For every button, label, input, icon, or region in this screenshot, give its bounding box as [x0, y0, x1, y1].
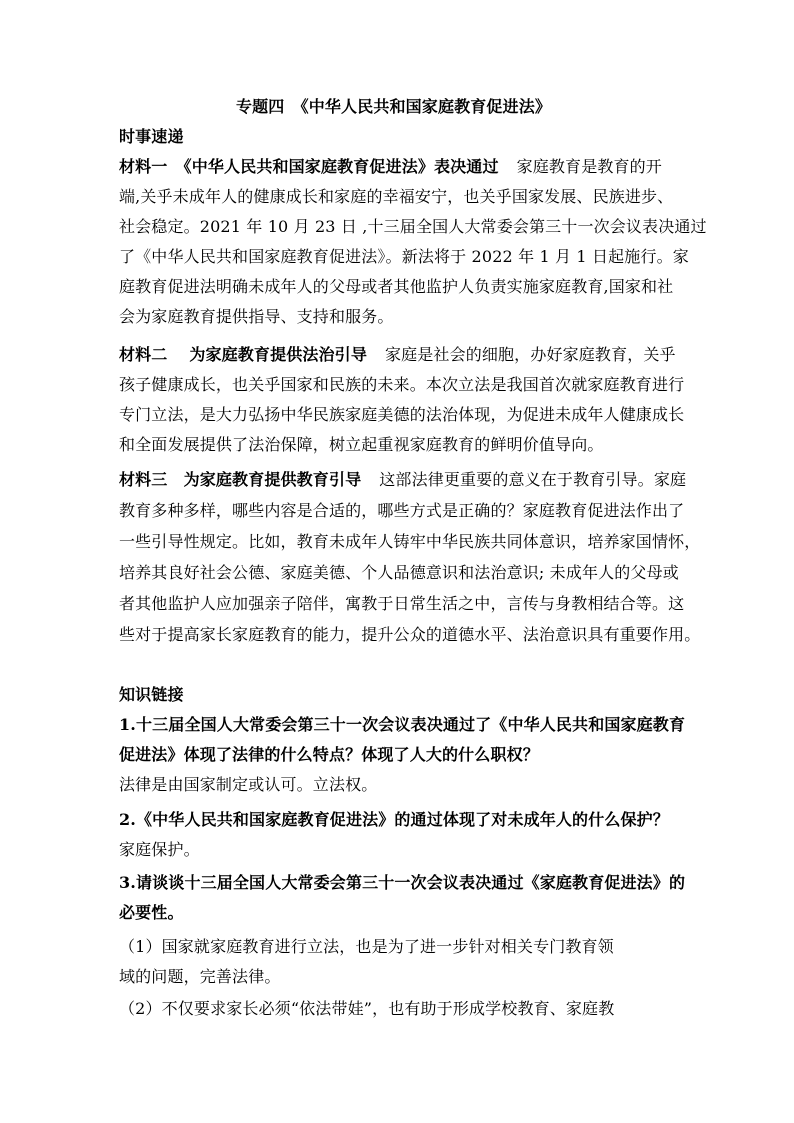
material3-line: 教育多种多样，哪些内容是合适的，哪些方式是正确的？家庭教育促进法作出了 — [119, 501, 685, 520]
material3-label: 材料三 为家庭教育提供教育引导 — [119, 470, 362, 489]
question-1-line: 促进法》体现了法律的什么特点？体现了人大的什么职权？ — [119, 745, 539, 764]
question-3-line: 3.请谈谈十三届全国人大常委会第三十一次会议表决通过《家庭教育促进法》的 — [119, 873, 686, 892]
material1-first-line — [119, 157, 662, 177]
material2-text: 家庭是社会的细胞，办好家庭教育，关乎 — [384, 345, 676, 364]
material3-line: 些对于提高家长家庭教育的能力，提升公众的道德水平、法治意识具有重要作用。 — [119, 625, 701, 644]
material1-line: 庭教育促进法明确未成年人的父母或者其他监护人负责实施家庭教育,国家和社 — [119, 277, 674, 296]
material1-line: 会为家庭教育提供指导、支持和服务。 — [119, 307, 394, 326]
material3-first-line — [119, 470, 686, 490]
material3-line: 者其他监护人应加强亲子陪伴，寓教于日常生活之中，言传与身教相结合等。这 — [119, 594, 685, 613]
material3-line: 一些引导性规定。比如，教育未成年人铸牢中华民族共同体意识，培养家国情怀， — [119, 532, 701, 551]
question-2: 2.《中华人民共和国家庭教育促进法》的通过体现了对未成年人的什么保护？ — [119, 810, 669, 829]
answer-3-line: （2）不仅要求家长必须“依法带娃”，也有助于形成学校教育、家庭教 — [119, 999, 615, 1018]
material2-line: 专门立法，是大力弘扬中华民族家庭美德的法治体现，为促进未成年人健康成长 — [119, 405, 685, 424]
section-heading-news: 时事速递 — [119, 127, 184, 146]
material2-line: 和全面发展提供了法治保障，树立起重视家庭教育的鲜明价值导向。 — [119, 435, 604, 454]
material3-line: 培养其良好社会公德、家庭美德、个人品德意识和法治意识; 未成年人的父母或 — [119, 563, 679, 582]
material1-text: 家庭教育是教育的开 — [516, 157, 662, 176]
page-title: 专题四 《中华人民共和国家庭教育促进法》 — [236, 97, 552, 116]
answer-1: 法律是由国家制定或认可。立法权。 — [119, 775, 378, 794]
material1-label: 材料一 《中华人民共和国家庭教育促进法》表决通过 — [119, 157, 499, 176]
material2-first-line — [119, 345, 676, 365]
material2-line: 孩子健康成长，也关乎国家和民族的未来。本次立法是我国首次就家庭教育进行 — [119, 375, 685, 394]
answer-3-line: （1）国家就家庭教育进行立法，也是为了进一步针对相关专门教育领 — [119, 937, 614, 956]
section-heading-knowledge: 知识链接 — [119, 685, 184, 704]
material1-line: 端,关乎未成年人的健康成长和家庭的幸福安宁，也关乎国家发展、民族进步、 — [119, 187, 674, 206]
answer-3-line: 域的问题，完善法律。 — [119, 967, 281, 986]
material1-line: 社会稳定。2021 年 10 月 23 日 ,十三届全国人大常委会第三十一次会议表决通过 — [119, 217, 707, 236]
question-3-line: 必要性。 — [119, 903, 184, 922]
question-1-line: 1.十三届全国人大常委会第三十一次会议表决通过了《中华人民共和国家庭教育 — [119, 715, 686, 734]
answer-2: 家庭保护。 — [119, 840, 200, 859]
material2-label: 材料二 为家庭教育提供法治引导 — [119, 345, 367, 364]
material1-line: 了《中华人民共和国家庭教育促进法》。新法将于 2022 年 1 月 1 日起施行。家 — [119, 247, 689, 266]
material3-text: 这部法律更重要的意义在于教育引导。家庭 — [379, 470, 687, 489]
